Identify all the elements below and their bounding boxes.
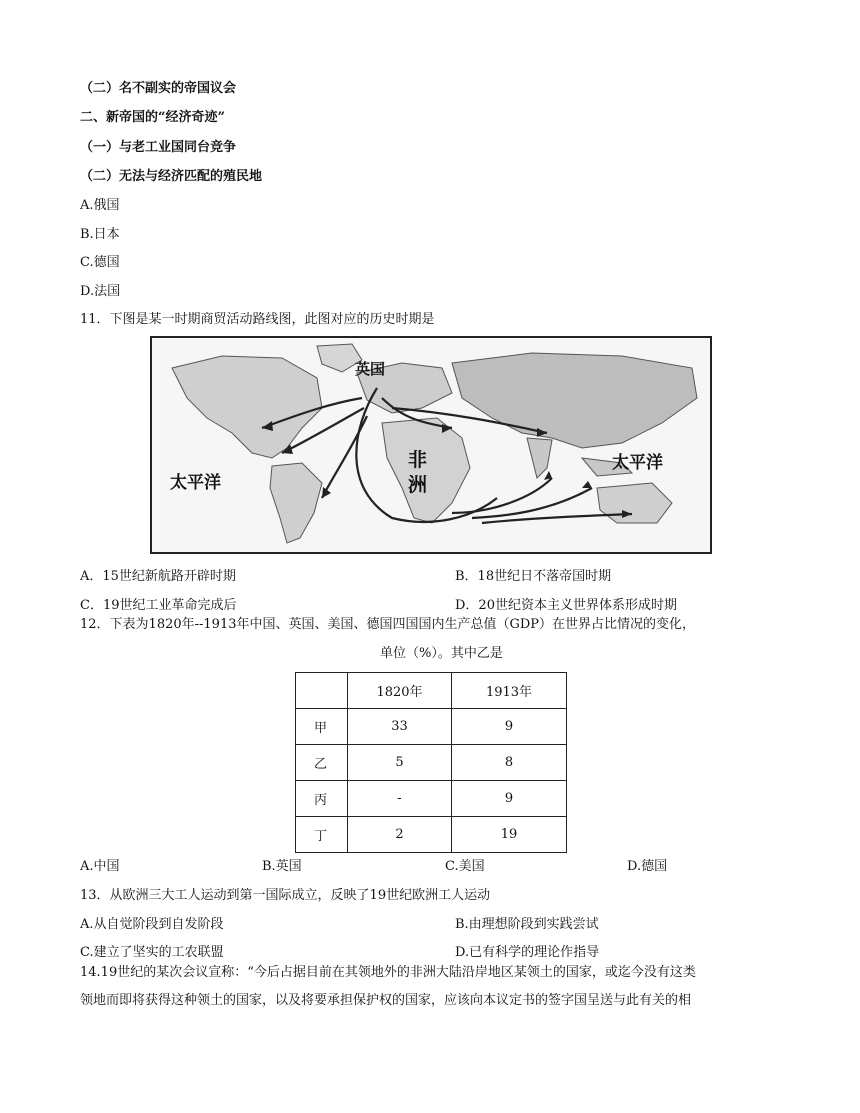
section-heading: （一）与老工业国同台竞争 bbox=[80, 140, 237, 155]
q10-option-a: A.俄国 bbox=[80, 198, 120, 213]
gdp-table bbox=[295, 672, 567, 853]
q12-option-c: C.美国 bbox=[445, 859, 485, 874]
table-header-cell bbox=[296, 673, 348, 709]
table-cell: 2 bbox=[348, 817, 452, 853]
table-row bbox=[296, 817, 567, 853]
map-label-africa-1: 非 bbox=[408, 449, 428, 471]
q12-stem: 12．下表为1820年--1913年中国、英国、美国、德国四国国内生产总值（GDP）在世界占比情况的变化， bbox=[80, 617, 696, 632]
q13-option-c: C.建立了坚实的工农联盟 bbox=[80, 945, 224, 960]
table-cell: 乙 bbox=[296, 745, 348, 781]
q12-option-a: A.中国 bbox=[80, 859, 120, 874]
table-cell: 5 bbox=[348, 745, 452, 781]
q14-stem-line-2: 领地而即将获得这种领土的国家，以及将要承担保护权的国家，应该向本议定书的签字国呈送与此有关的相 bbox=[80, 993, 692, 1008]
q13-stem: 13．从欧洲三大工人运动到第一国际成立，反映了19世纪欧洲工人运动 bbox=[80, 888, 491, 903]
table-cell: 丙 bbox=[296, 781, 348, 817]
table-header-row bbox=[296, 673, 567, 709]
q13-option-b: B.由理想阶段到实践尝试 bbox=[455, 917, 599, 932]
q11-stem: 11．下图是某一时期商贸活动路线图，此图对应的历史时期是 bbox=[80, 312, 435, 327]
q13-option-d: D.已有科学的理论作指导 bbox=[455, 945, 600, 960]
map-label-pacific-left: 太平洋 bbox=[170, 473, 221, 493]
section-heading: （二）名不副实的帝国议会 bbox=[80, 81, 237, 96]
q12-option-d: D.德国 bbox=[627, 859, 668, 874]
table-cell: 8 bbox=[452, 745, 567, 781]
table-row bbox=[296, 745, 567, 781]
table-cell: 丁 bbox=[296, 817, 348, 853]
table-cell: 9 bbox=[452, 781, 567, 817]
q11-option-a: A．15世纪新航路开辟时期 bbox=[80, 569, 236, 584]
q10-option-c: C.德国 bbox=[80, 255, 120, 270]
trade-route-map bbox=[150, 336, 712, 554]
world-map-image bbox=[152, 338, 710, 552]
table-cell: 9 bbox=[452, 709, 567, 745]
table-cell: 19 bbox=[452, 817, 567, 853]
section-heading: 二、新帝国的“经济奇迹” bbox=[80, 110, 225, 125]
table-cell: - bbox=[348, 781, 452, 817]
q10-option-d: D.法国 bbox=[80, 284, 121, 299]
q10-option-b: B.日本 bbox=[80, 227, 120, 242]
table-row bbox=[296, 709, 567, 745]
map-label-africa-2: 洲 bbox=[408, 474, 428, 496]
table-cell: 甲 bbox=[296, 709, 348, 745]
map-label-pacific-right: 太平洋 bbox=[612, 453, 663, 473]
table-row bbox=[296, 781, 567, 817]
q12-stem-continued: 单位（%）。其中乙是 bbox=[380, 646, 503, 661]
q11-option-c: C．19世纪工业革命完成后 bbox=[80, 598, 237, 613]
section-heading: （二）无法与经济匹配的殖民地 bbox=[80, 169, 263, 184]
q11-option-b: B．18世纪日不落帝国时期 bbox=[455, 569, 612, 584]
table-header-cell: 1820年 bbox=[348, 673, 452, 709]
table-header-cell: 1913年 bbox=[452, 673, 567, 709]
q12-option-b: B.英国 bbox=[262, 859, 302, 874]
map-label-britain: 英国 bbox=[355, 360, 386, 378]
q13-option-a: A.从自觉阶段到自发阶段 bbox=[80, 917, 224, 932]
table-cell: 33 bbox=[348, 709, 452, 745]
q14-stem-line-1: 14.19世纪的某次会议宣称：“今后占据目前在其领地外的非洲大陆沿岸地区某领土的国家，或迄今没有这类 bbox=[80, 965, 696, 980]
q11-option-d: D．20世纪资本主义世界体系形成时期 bbox=[455, 598, 677, 613]
